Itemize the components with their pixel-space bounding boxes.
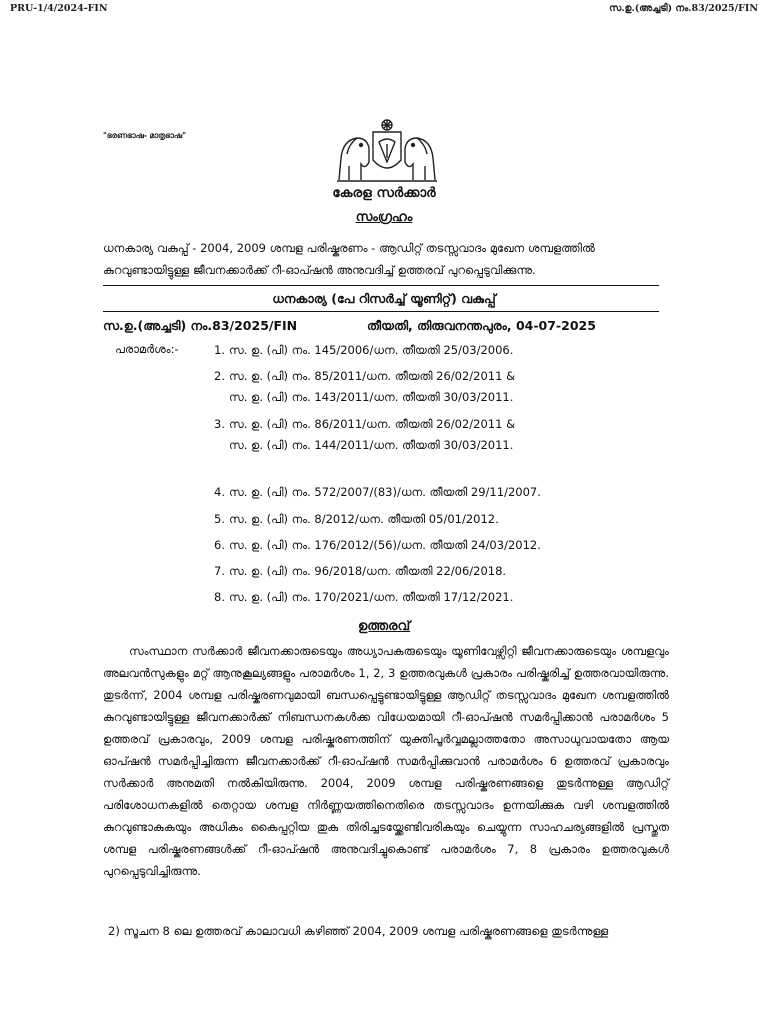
department-heading: ധനകാര്യ (പേ റിസർച്ച് യൂണിറ്റ്) വകുപ്പ് bbox=[272, 291, 496, 306]
subject-text bbox=[103, 237, 659, 281]
order-date: തീയതി, തിരുവനന്തപുരം, 04-07-2025 bbox=[367, 318, 596, 333]
reference-item bbox=[214, 482, 541, 503]
reference-number: 5. bbox=[214, 512, 225, 526]
file-code: PRU-1/4/2024-FIN bbox=[10, 3, 108, 14]
motto: "ഭരണഭാഷ- മാതൃഭാഷ" bbox=[103, 131, 187, 140]
reference-text: സ. ഉ. (പി) നം. 86/2011/ധന. തീയതി 26/02/2011 & bbox=[229, 417, 516, 431]
reference-text: സ. ഉ. (പി) നം. 96/2018/ധന. തീയതി 22/06/2018. bbox=[229, 564, 507, 578]
reference-text: സ. ഉ. (പി) നം. 8/2012/ധന. തീയതി 05/01/2012. bbox=[229, 512, 499, 526]
reference-item bbox=[214, 587, 513, 608]
reference-item bbox=[214, 340, 513, 361]
reference-text: സ. ഉ. (പി) നം. 170/2021/ധന. തീയതി 17/12/2021. bbox=[229, 590, 514, 604]
divider-line bbox=[103, 311, 659, 312]
reference-item bbox=[214, 561, 506, 582]
reference-text: സ. ഉ. (പി) നം. 572/2007/(83)/ധന. തീയതി 29/11/2007. bbox=[229, 485, 541, 499]
header-order-number: സ.ഉ.(അച്ചടി) നം.83/2025/FIN bbox=[609, 3, 758, 14]
reference-number: 4. bbox=[214, 485, 225, 499]
reference-item bbox=[214, 414, 515, 456]
summary-heading: സംഗ്രഹം bbox=[355, 210, 413, 225]
paragraph-2-start: 2) സൂചന 8 ലെ ഉത്തരവ് കാലാവധി കഴിഞ്ഞ് 2004, 2009 ശമ്പള പരിഷ്കരണങ്ങളെ തുടർന്നുള്ള bbox=[108, 924, 609, 938]
reference-number: 7. bbox=[214, 564, 225, 578]
order-heading: ഉത്തരവ് bbox=[357, 619, 411, 634]
kerala-state-emblem-icon bbox=[335, 118, 439, 184]
order-body-paragraph: സംസ്ഥാന സർക്കാർ ജീവനക്കാരുടെയും അധ്യാപകരുടെയും യൂണിവേഴ്സിറ്റി ജീവനക്കാരുടെയും ശമ്പളവും അലവൻസുകളും മറ്റ് ആനുകൂല്യങ്ങളും പരാമർശം 1, 2, 3 ഉത്തരവുകൾ പ്രകാരം പരിഷ്കരിച്ച് ഉത്തരവായിരുന്നു. തുടർന്ന്, 2004 ശമ്പള പരിഷ്കരണവുമായി ബന്ധപ്പെട്ടുണ്ടായിട്ടുള്ള ആഡിറ്റ് തടസ്സവാദം മുഖേന ശമ്പളത്തിൽ കുറവുണ്ടായിട്ടുള്ള ജീവനക്കാർക്ക് നിബന്ധനകൾക്ക വിധേയമായി റീ-ഓപ്ഷൻ സമർപ്പിക്കാൻ പരാമർശം 5 ഉത്തരവ് പ്രകാരവും, 2009 ശമ്പള പരിഷ്കരണത്തിന് യുക്തിപൂർവ്വമല്ലാത്തതോ അസാധുവായതോ ആയ ഓപ്ഷൻ സമർപ്പിച്ചിരുന്ന ജീവനക്കാർക്ക് റീ-ഓപ്ഷൻ സമർപ്പിക്കുവാൻ പരാമർശം 6 ഉത്തരവ് പ്രകാരവും സർക്കാർ അനുമതി നൽകിയിരുന്നു. 2004, 2009 ശമ്പള പരിഷ്കരണങ്ങളെ തുടർന്നുള്ള ആഡിറ്റ് പരിശോധനകളിൽ തെറ്റായ ശമ്പള നിർണ്ണയത്തിനെതിരെ തടസ്സവാദം ഉന്നയിക്കുക വഴി ശമ്പളത്തിൽ കുറവുണ്ടാകുകയും അധികം കൈപ്പറ്റിയ തുക തിരിച്ചടയ്ക്കേണ്ടിവരികയും ചെയ്യുന്ന സാഹചര്യങ്ങളിൽ പ്രസ്തുത ശമ്പള പരിഷ്കരണങ്ങൾക്ക് റീ-ഓപ്ഷൻ അനുവദിച്ചുകൊണ്ട് പരാമർശം 7, 8 പ്രകാരം ഉത്തരവുകൾ പുറപ്പെടുവിച്ചിരുന്നു. bbox=[103, 644, 669, 878]
reference-number: 6. bbox=[214, 538, 225, 552]
reference-text: സ. ഉ. (പി) നം. 143/2011/ധന. തീയതി 30/03/2011. bbox=[229, 390, 514, 404]
reference-item bbox=[214, 366, 515, 408]
reference-item bbox=[214, 535, 541, 556]
reference-item bbox=[214, 509, 499, 530]
reference-number: 8. bbox=[214, 590, 225, 604]
references-label: പരാമർശം:- bbox=[115, 342, 179, 356]
reference-text: സ. ഉ. (പി) നം. 176/2012/(56)/ധന. തീയതി 24/03/2012. bbox=[229, 538, 541, 552]
subject-line: ധനകാര്യ വകുപ്പ് - 2004, 2009 ശമ്പള പരിഷ്കരണം - ആഡിറ്റ് തടസ്സവാദം മുഖേന ശമ്പളത്തിൽ bbox=[103, 241, 595, 255]
reference-number: 3. bbox=[214, 417, 225, 431]
order-number: സ.ഉ.(അച്ചടി) നം.83/2025/FIN bbox=[103, 318, 298, 333]
reference-number: 1. bbox=[214, 343, 225, 357]
reference-number: 2. bbox=[214, 369, 225, 383]
government-name: കേരള സർക്കാർ bbox=[332, 185, 436, 201]
subject-line: കുറവുണ്ടായിട്ടുള്ള ജീവനക്കാർക്ക് റീ-ഓപ്ഷൻ അനുവദിച്ച് ഉത്തരവ് പുറപ്പെടുവിക്കുന്നു. bbox=[103, 263, 536, 277]
reference-text: സ. ഉ. (പി) നം. 144/2011/ധന. തീയതി 30/03/2011. bbox=[229, 438, 514, 452]
reference-text: സ. ഉ. (പി) നം. 85/2011/ധന. തീയതി 26/02/2011 & bbox=[229, 369, 516, 383]
reference-text: സ. ഉ. (പി) നം. 145/2006/ധന. തീയതി 25/03/2006. bbox=[229, 343, 514, 357]
divider-line bbox=[103, 285, 659, 286]
